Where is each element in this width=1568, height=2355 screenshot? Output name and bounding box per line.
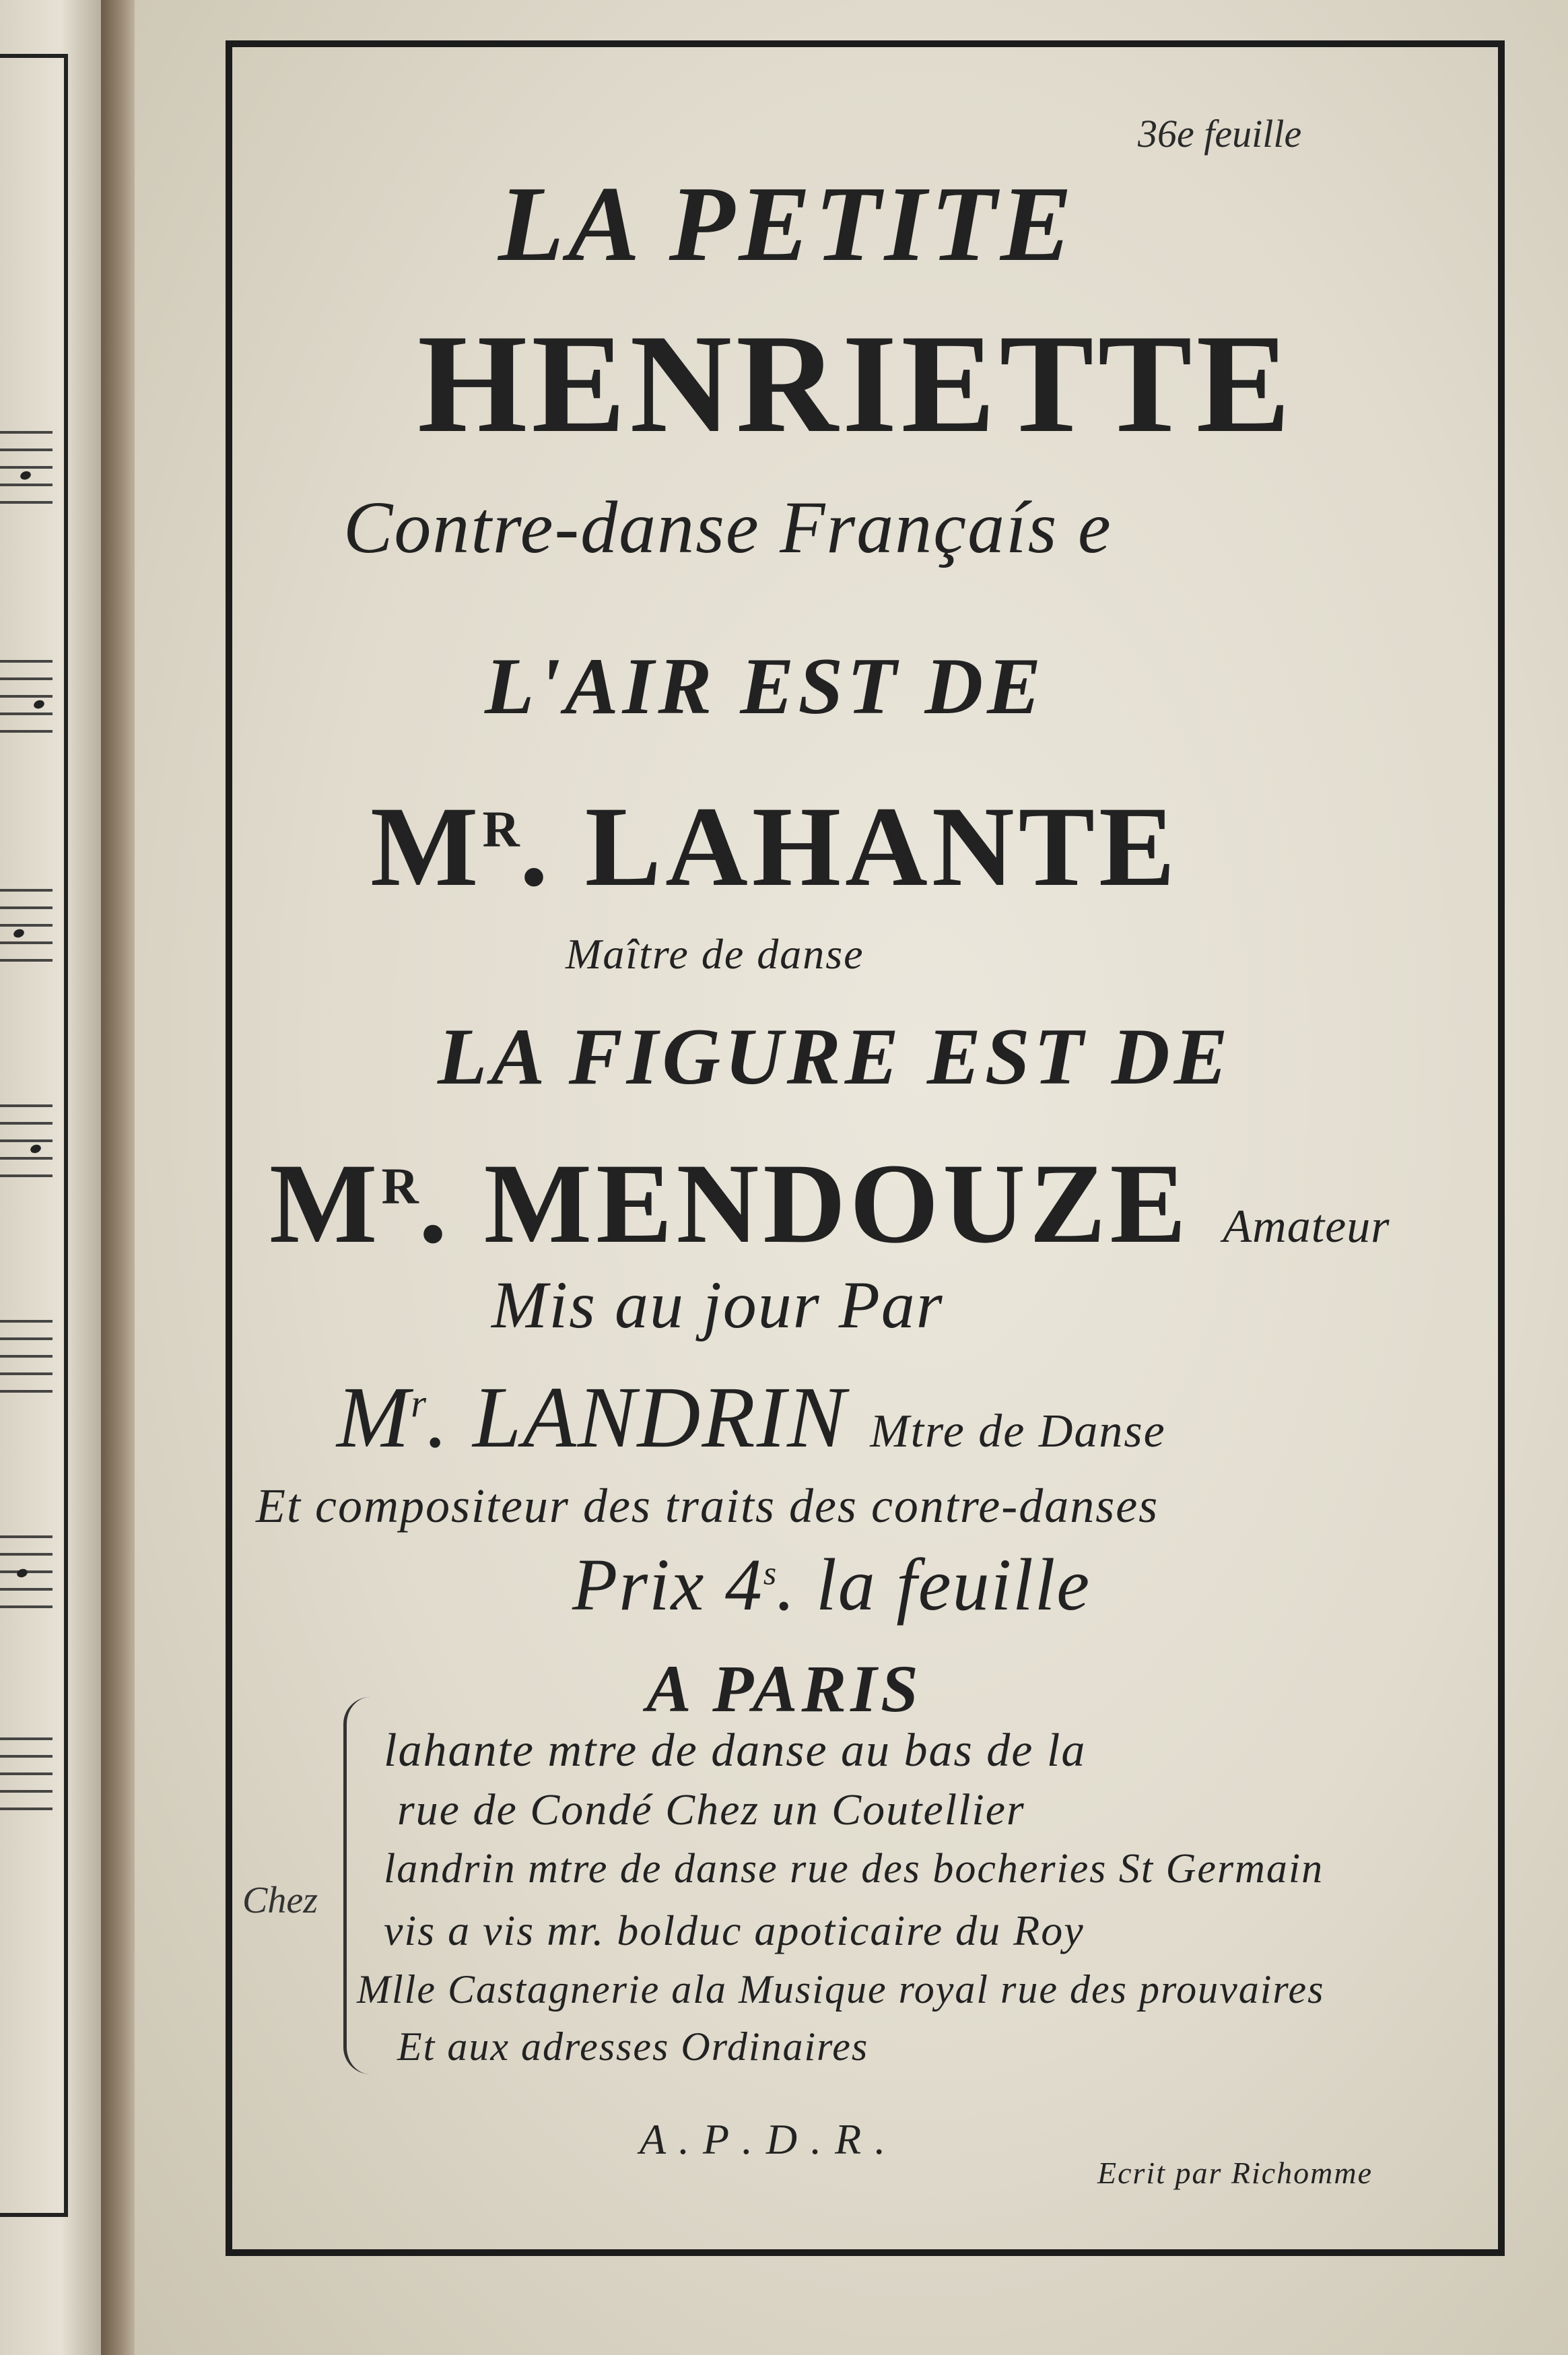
published-by: Mis au jour Par bbox=[491, 1267, 944, 1342]
choreographer-name bbox=[269, 1138, 1390, 1269]
price-rest: . la feuille bbox=[776, 1544, 1091, 1626]
address-line: lahante mtre de danse au bas de la bbox=[384, 1725, 1087, 1777]
publisher-name bbox=[337, 1367, 1166, 1468]
sheet-number: 36e feuille bbox=[1138, 112, 1302, 156]
music-staff bbox=[0, 1737, 53, 1818]
publisher-sup: r bbox=[411, 1381, 427, 1426]
publisher-prefix: M bbox=[337, 1369, 411, 1466]
composer-surname: . LAHANTE bbox=[519, 783, 1180, 910]
music-staff bbox=[0, 1104, 53, 1185]
address-line: rue de Condé Chez un Coutellier bbox=[397, 1785, 1025, 1834]
chez-label: Chez bbox=[242, 1880, 318, 1921]
composer-role: Maître de danse bbox=[566, 930, 864, 978]
price bbox=[572, 1542, 1091, 1628]
facing-page-music bbox=[0, 0, 101, 2355]
figure-heading: LA FIGURE EST DE bbox=[438, 1011, 1232, 1101]
title-line-1: LA PETITE bbox=[498, 164, 1077, 284]
music-staff bbox=[0, 660, 53, 741]
publisher-role: Mtre de Danse bbox=[870, 1405, 1166, 1457]
composer-name bbox=[370, 781, 1179, 913]
choreographer-prefix: M bbox=[269, 1140, 382, 1267]
music-staff bbox=[0, 1535, 53, 1616]
choreographer-sup: R bbox=[381, 1157, 419, 1215]
address-line: vis a vis mr. bolduc apoticaire du Roy bbox=[384, 1906, 1085, 1954]
address-line: landrin mtre de danse rue des bocheries St Germain bbox=[384, 1846, 1324, 1892]
city: A PARIS bbox=[646, 1651, 922, 1726]
address-line: Et aux adresses Ordinaires bbox=[397, 2024, 869, 2069]
price-sup: s bbox=[763, 1554, 777, 1592]
publisher-role-2: Et compositeur des traits des contre-danses bbox=[256, 1479, 1159, 1533]
choreographer-role: Amateur bbox=[1223, 1201, 1390, 1253]
address-line: Mlle Castagnerie ala Musique royal rue des prouvaires bbox=[357, 1967, 1325, 2012]
composer-prefix: M bbox=[370, 783, 483, 910]
publisher-surname: . LANDRIN bbox=[426, 1369, 847, 1466]
engraver-credit: Ecrit par Richomme bbox=[1097, 2156, 1373, 2190]
composer-sup: R bbox=[482, 800, 520, 858]
title-line-2: HENRIETTE bbox=[417, 306, 1295, 462]
address-brace bbox=[343, 1697, 374, 2074]
air-heading: L'AIR EST DE bbox=[485, 641, 1046, 731]
music-staff bbox=[0, 889, 53, 970]
choreographer-surname: . MENDOUZE bbox=[418, 1140, 1190, 1267]
subtitle: Contre-danse Françaís e bbox=[343, 486, 1112, 568]
price-text: Prix 4 bbox=[572, 1544, 763, 1626]
privilege-mark: A . P . D . R . bbox=[640, 2115, 887, 2163]
music-staff bbox=[0, 1320, 53, 1401]
